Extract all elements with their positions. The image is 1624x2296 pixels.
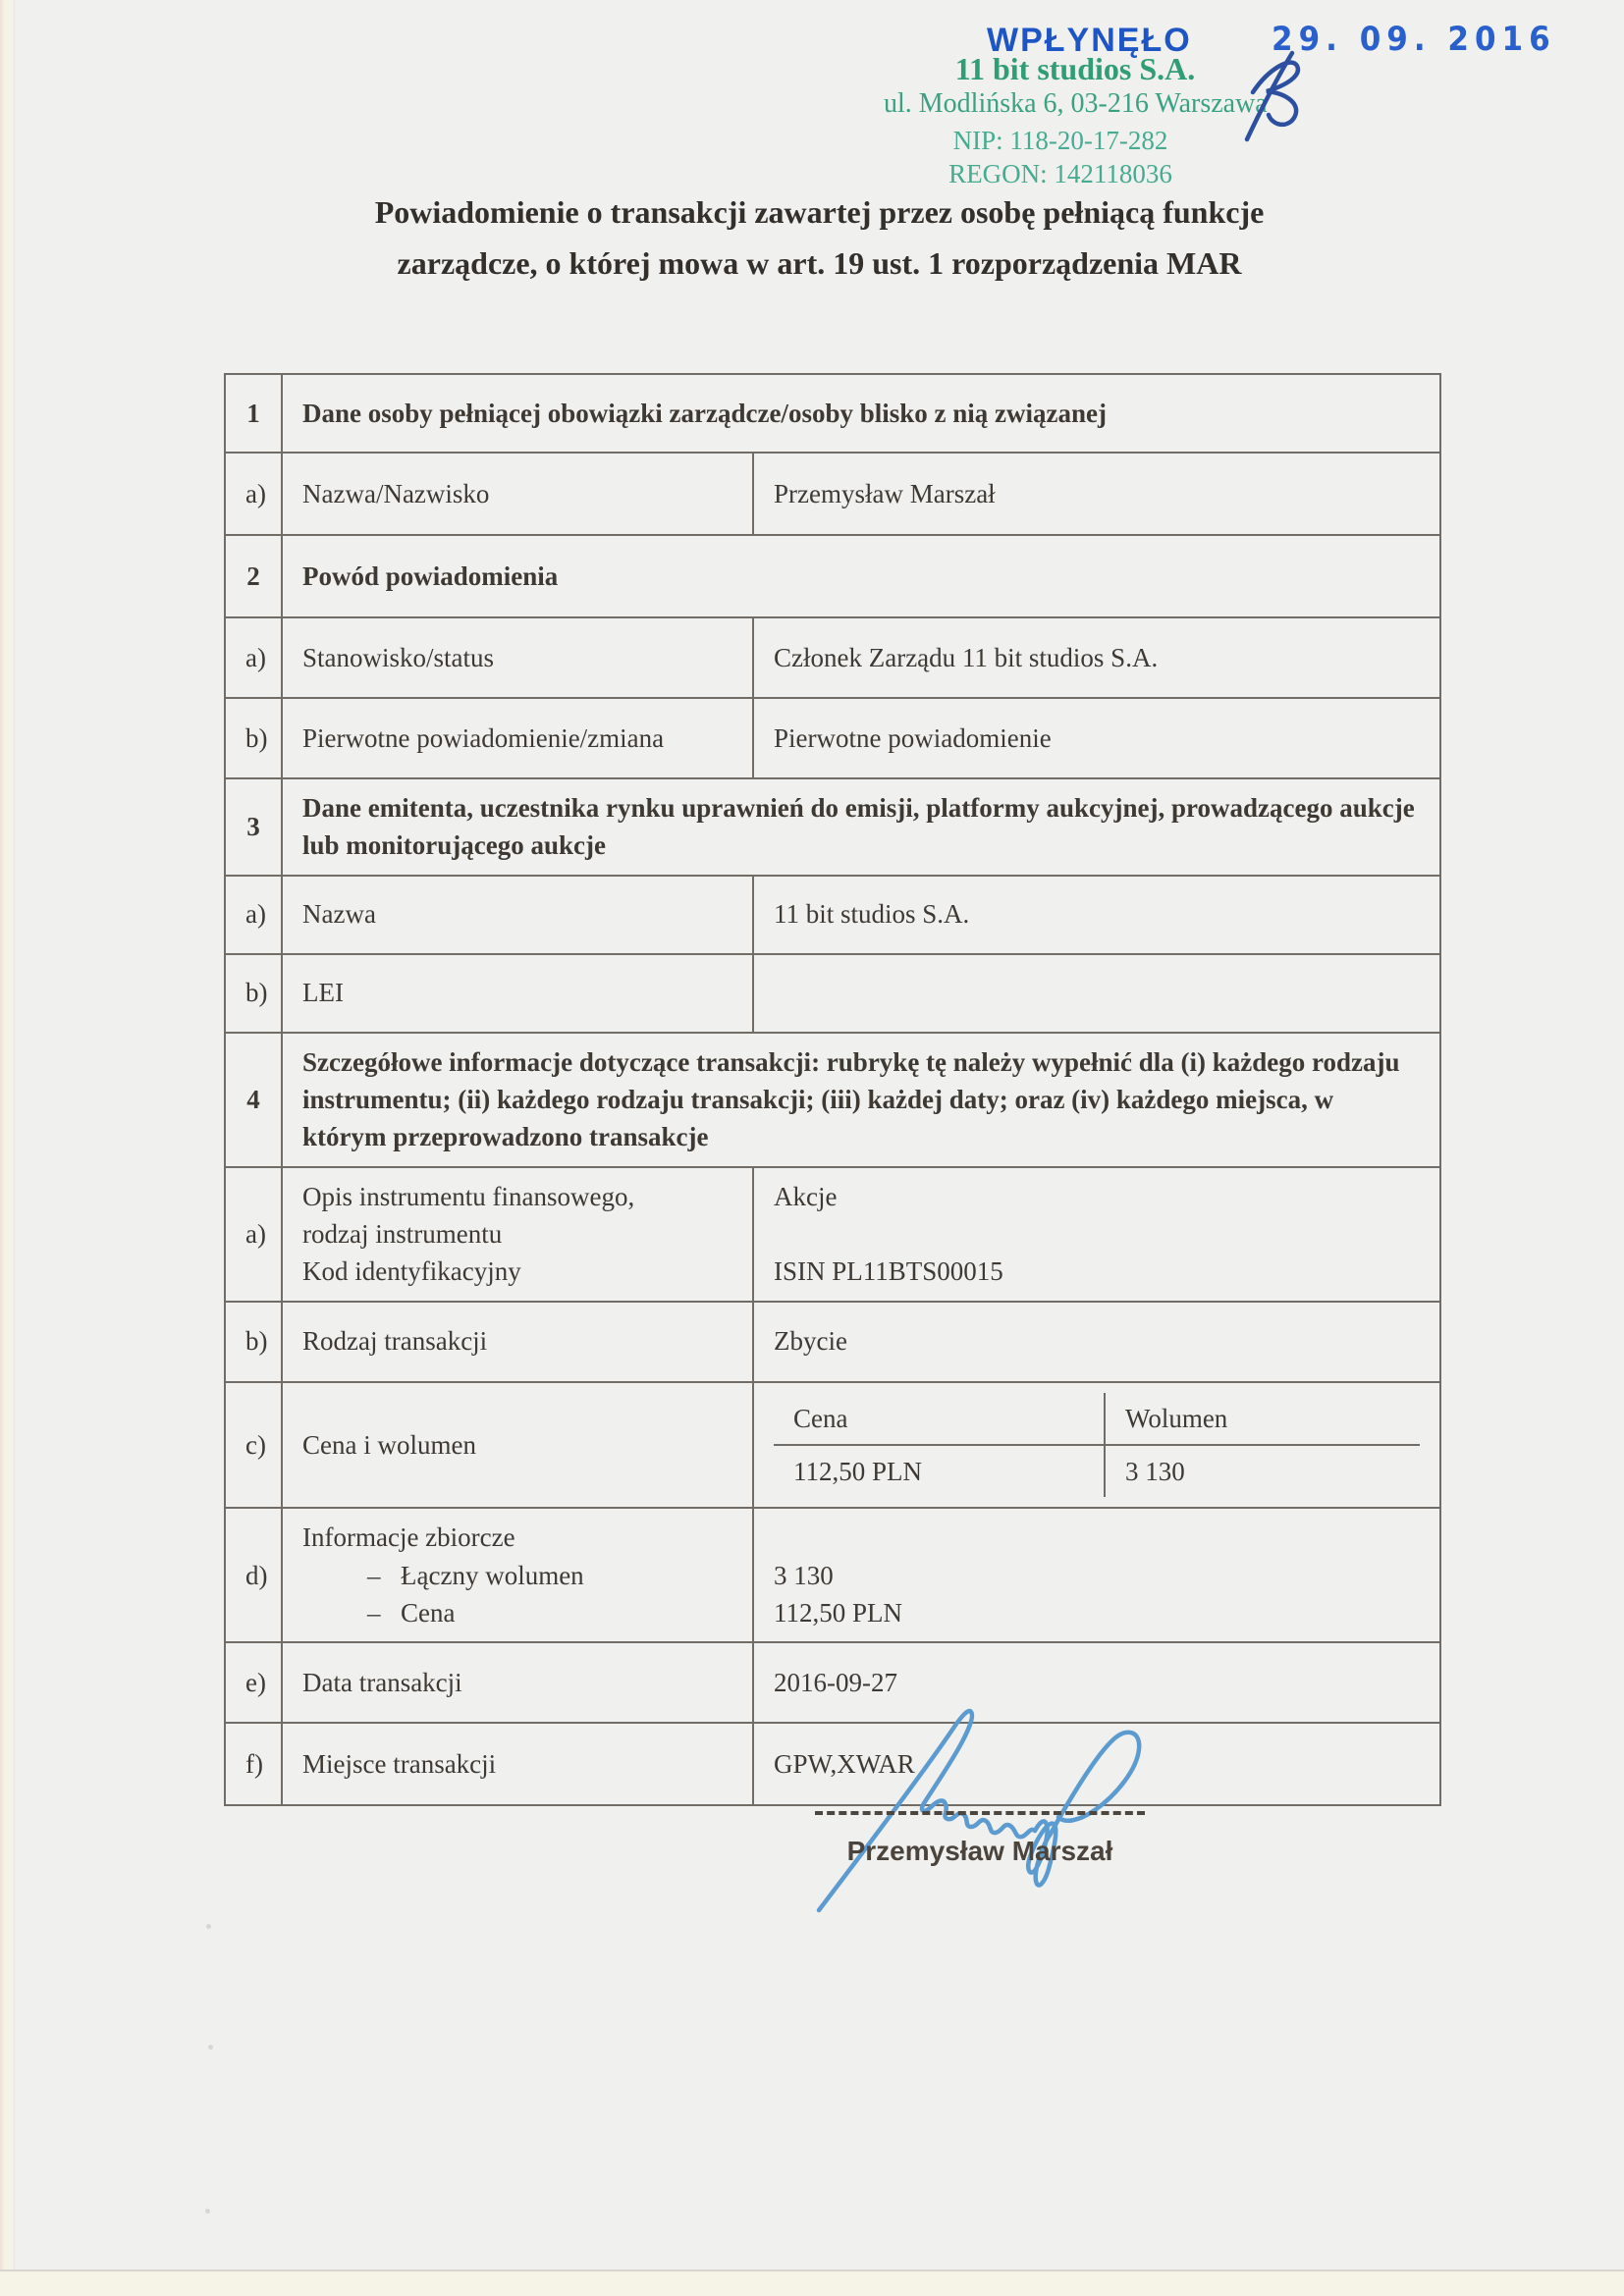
row-letter: e) <box>225 1642 282 1723</box>
notification-table <box>224 373 1441 1806</box>
table-row-4f <box>225 1723 1440 1805</box>
table-row-2b <box>225 698 1440 778</box>
row-value <box>753 954 1440 1033</box>
table-row-section1 <box>225 374 1440 453</box>
document-title-line2: zarządcze, o której mowa w art. 19 ust. 1 rozporządzenia MAR <box>397 245 1242 281</box>
signature-name: Przemysław Marszał <box>846 1836 1113 1866</box>
row-letter: f) <box>225 1723 282 1805</box>
row-letter: a) <box>225 617 282 698</box>
scan-speck <box>206 1924 211 1929</box>
row-letter: b) <box>225 1302 282 1382</box>
row-letter: c) <box>225 1382 282 1509</box>
section-heading: Dane osoby pełniącej obowiązki zarządcze/osoby blisko z nią związanej <box>282 374 1440 453</box>
company-stamp-nip: NIP: 118-20-17-282 <box>952 126 1168 155</box>
row-value: Pierwotne powiadomienie <box>753 698 1440 778</box>
volume-header: Wolumen <box>1104 1393 1420 1444</box>
table-row-4c <box>225 1382 1440 1509</box>
table-row-3a <box>225 876 1440 954</box>
section-number: 1 <box>225 374 282 453</box>
aggregate-price-value: 112,50 PLN <box>774 1597 903 1628</box>
table-row-section2 <box>225 535 1440 617</box>
row-label: Miejsce transakcji <box>282 1723 753 1805</box>
table-row-4d <box>225 1508 1440 1642</box>
price-volume-cell <box>753 1382 1440 1509</box>
row-label <box>282 1508 753 1642</box>
row-label: Nazwa/Nazwisko <box>282 453 753 535</box>
isin-code-value: ISIN PL11BTS00015 <box>774 1256 1003 1287</box>
aggregate-info-label: Informacje zbiorcze <box>302 1522 515 1553</box>
aggregate-item-volume: – Łączny wolumen <box>367 1560 584 1590</box>
row-label: Stanowisko/status <box>282 617 753 698</box>
instrument-label-line3: Kod identyfikacyjny <box>302 1256 521 1287</box>
table-row-4a <box>225 1167 1440 1302</box>
table-row-section4 <box>225 1033 1440 1167</box>
row-label: Nazwa <box>282 876 753 954</box>
company-stamp-name: 11 bit studios S.A. <box>954 51 1196 86</box>
received-stamp-date: 29. 09. 2016 <box>1272 20 1556 59</box>
scan-left-edge <box>0 0 15 2269</box>
company-stamp-address: ul. Modlińska 6, 03-216 Warszawa <box>884 88 1268 119</box>
section-heading: Dane emitenta, uczestnika rynku uprawnień do emisji, platformy aukcyjnej, prowadzącego aukcje lub monitorującego aukcje <box>282 778 1440 876</box>
section-heading: Szczegółowe informacje dotyczące transakcji: rubrykę tę należy wypełnić dla (i) każdego rodzaju instrumentu; (ii) każdego rodzaju transakcji; (iii) każdej daty; oraz (iv) każdego miejsca, w którym przeprowadzono transakcje <box>282 1033 1440 1167</box>
handwritten-initials-icon <box>1229 47 1327 145</box>
scan-speck <box>205 2209 210 2214</box>
instrument-label-line2: rodzaj instrumentu <box>302 1218 503 1249</box>
scan-bottom-edge <box>0 2269 1624 2296</box>
aggregate-item-price: – Cena <box>367 1597 456 1628</box>
table-row-3b <box>225 954 1440 1033</box>
section-number: 2 <box>225 535 282 617</box>
row-value: 2016-09-27 <box>753 1642 1440 1723</box>
signature-dashed-line <box>815 1811 1145 1815</box>
volume-value: 3 130 <box>1104 1444 1420 1497</box>
row-label: Cena i wolumen <box>282 1382 753 1509</box>
scan-speck <box>208 2045 213 2050</box>
row-letter: a) <box>225 876 282 954</box>
row-letter: b) <box>225 698 282 778</box>
row-value: Zbycie <box>753 1302 1440 1382</box>
row-label: Data transakcji <box>282 1642 753 1723</box>
company-stamp-regon: REGON: 142118036 <box>948 159 1172 188</box>
row-letter: a) <box>225 1167 282 1302</box>
price-header: Cena <box>793 1403 848 1433</box>
aggregate-volume-value: 3 130 <box>774 1560 834 1590</box>
row-value: GPW,XWAR <box>753 1723 1440 1805</box>
row-letter: a) <box>225 453 282 535</box>
document-title-line1: Powiadomienie o transakcji zawartej przez osobę pełniącą funkcje <box>374 194 1265 230</box>
instrument-type-value: Akcje <box>774 1181 838 1211</box>
section-number: 3 <box>225 778 282 876</box>
section-number: 4 <box>225 1033 282 1167</box>
spacer-line <box>774 1215 1420 1253</box>
row-label <box>282 1167 753 1302</box>
table-row-4e <box>225 1642 1440 1723</box>
row-label: Pierwotne powiadomienie/zmiana <box>282 698 753 778</box>
table-row-2a <box>225 617 1440 698</box>
row-value: 11 bit studios S.A. <box>753 876 1440 954</box>
row-value: Przemysław Marszał <box>753 453 1440 535</box>
table-row-section3 <box>225 778 1440 876</box>
row-letter: b) <box>225 954 282 1033</box>
spacer-line <box>774 1519 1420 1556</box>
row-letter: d) <box>225 1508 282 1642</box>
row-value <box>753 1167 1440 1302</box>
document-title <box>223 187 1416 289</box>
row-label: LEI <box>282 954 753 1033</box>
row-value: Członek Zarządu 11 bit studios S.A. <box>753 617 1440 698</box>
instrument-label-line1: Opis instrumentu finansowego, <box>302 1181 635 1211</box>
received-stamp-label: WPŁYNĘŁO <box>987 22 1192 59</box>
section-heading: Powód powiadomienia <box>282 535 1440 617</box>
row-value <box>753 1508 1440 1642</box>
table-row-1a <box>225 453 1440 535</box>
price-value: 112,50 PLN <box>774 1444 1104 1497</box>
row-label: Rodzaj transakcji <box>282 1302 753 1382</box>
table-row-4b <box>225 1302 1440 1382</box>
